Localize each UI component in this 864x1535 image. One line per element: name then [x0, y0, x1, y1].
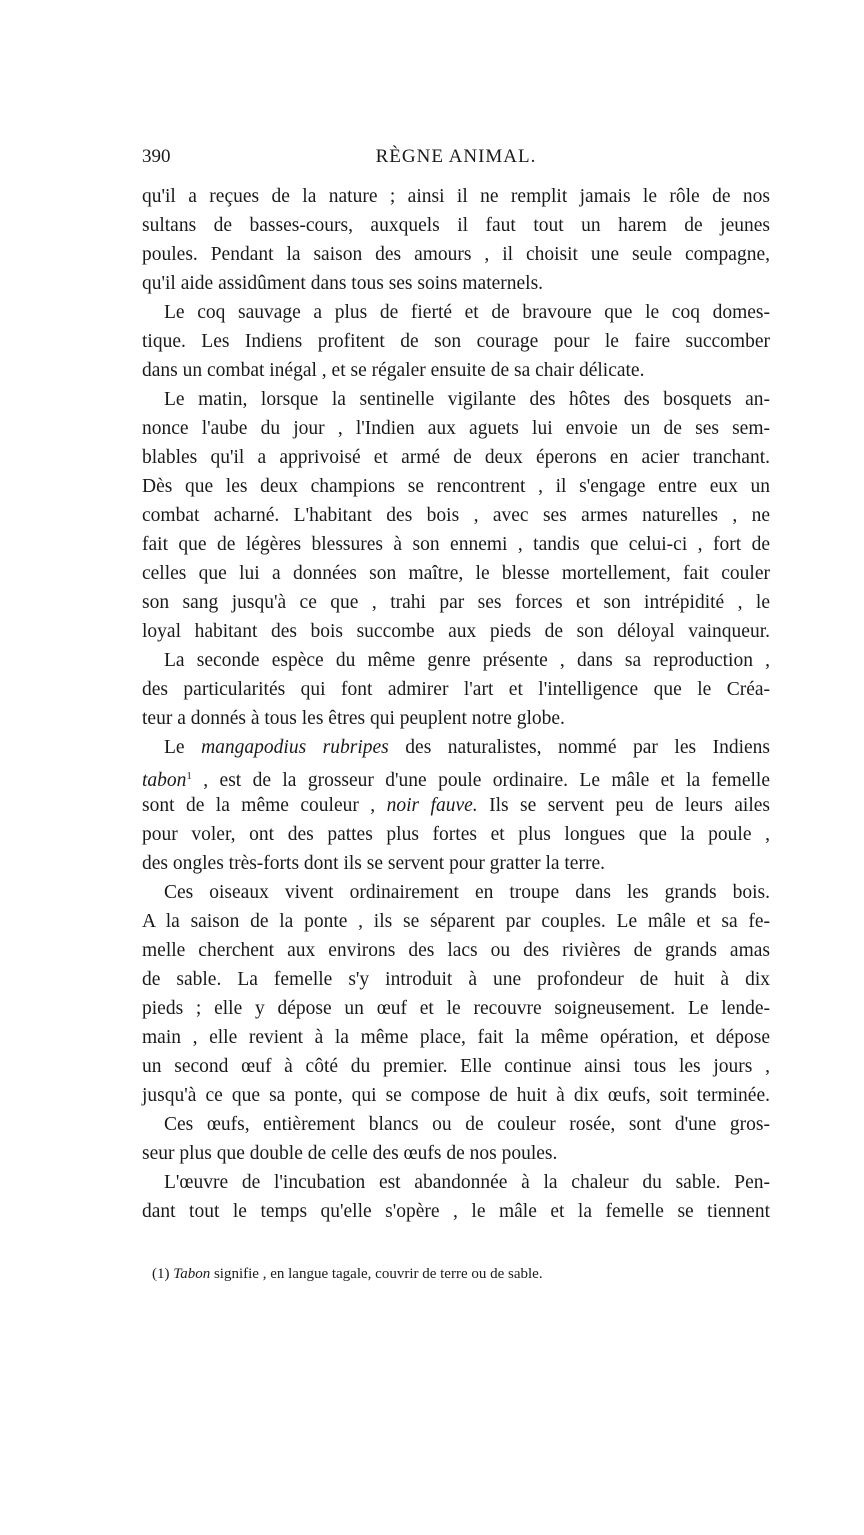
text-segment: Le: [164, 737, 202, 758]
text-line: A la saison de la ponte , ils se séparent par couples. Le mâle et sa fe-: [142, 911, 770, 932]
body-text: [142, 182, 770, 1226]
text-line: [142, 733, 770, 762]
text-line: melle cherchent aux environs des lacs ou des rivières de grands amas: [142, 940, 770, 961]
species-name: mangapodius rubripes: [201, 737, 389, 758]
color-term: noir fauve.: [386, 795, 478, 816]
text-line: son sang jusqu'à ce que , trahi par ses forces et son intrépidité , le: [142, 592, 770, 613]
footnote-text: signifie , en langue tagale, couvrir de terre ou de sable.: [210, 1266, 543, 1282]
text-line: des ongles très-forts dont ils se servent pour gratter la terre.: [142, 853, 605, 874]
footnote-number: (1): [152, 1266, 170, 1282]
text-line: Le matin, lorsque la sentinelle vigilante des hôtes des bosquets an-: [164, 389, 770, 410]
text-line: un second œuf à côté du premier. Elle continue ainsi tous les jours ,: [142, 1056, 770, 1077]
text-line: jusqu'à ce que sa ponte, qui se compose de huit à dix œufs, soit terminée.: [142, 1085, 770, 1106]
text-line: nonce l'aube du jour , l'Indien aux aguets lui envoie un de ses sem-: [142, 418, 770, 439]
text-line: main , elle revient à la même place, fait la même opération, et dépose: [142, 1027, 770, 1048]
text-line: fait que de légères blessures à son ennemi , tandis que celui-ci , fort de: [142, 534, 770, 555]
text-line: dant tout le temps qu'elle s'opère , le mâle et la femelle se tiennent: [142, 1201, 770, 1222]
footnote-marker[interactable]: 1: [186, 770, 192, 782]
text-line: teur a donnés à tous les êtres qui peuplent notre globe.: [142, 708, 565, 729]
text-line: tique. Les Indiens profitent de son courage pour le faire succomber: [142, 331, 770, 352]
text-line: combat acharné. L'habitant des bois , avec ses armes naturelles , ne: [142, 505, 770, 526]
footnote: [152, 1266, 543, 1283]
text-line: [142, 762, 770, 791]
text-line: [142, 791, 770, 820]
local-name: tabon: [142, 770, 187, 791]
text-line: blables qu'il a apprivoisé et armé de deux éperons en acier tranchant.: [142, 447, 770, 468]
text-line: Dès que les deux champions se rencontrent , il s'engage entre eux un: [142, 476, 770, 497]
text-segment: , est de la grosseur d'une poule ordinaire. Le mâle et la femelle: [191, 770, 770, 791]
text-segment: des naturalistes, nommé par les Indiens: [388, 737, 770, 758]
text-line: Le coq sauvage a plus de fierté et de bravoure que le coq domes-: [164, 302, 770, 323]
running-head: [142, 146, 770, 172]
text-line: L'œuvre de l'incubation est abandonnée à la chaleur du sable. Pen-: [164, 1172, 770, 1193]
text-line: sultans de basses-cours, auxquels il faut tout un harem de jeunes: [142, 215, 770, 236]
text-line: des particularités qui font admirer l'art et l'intelligence que le Créa-: [142, 679, 770, 700]
text-line: qu'il aide assidûment dans tous ses soins maternels.: [142, 273, 544, 294]
text-line: de sable. La femelle s'y introduit à une profondeur de huit à dix: [142, 969, 770, 990]
text-line: celles que lui a données son maître, le blesse mortellement, fait couler: [142, 563, 770, 584]
text-line: pour voler, ont des pattes plus fortes et plus longues que la poule ,: [142, 824, 770, 845]
text-line: Ces œufs, entièrement blancs ou de couleur rosée, sont d'une gros-: [164, 1114, 770, 1135]
text-line: poules. Pendant la saison des amours , il choisit une seule compagne,: [142, 244, 770, 265]
footnote-term: Tabon: [173, 1266, 211, 1282]
text-line: seur plus que double de celle des œufs de nos poules.: [142, 1143, 558, 1164]
running-title: RÈGNE ANIMAL.: [375, 146, 537, 167]
text-line: Ces oiseaux vivent ordinairement en troupe dans les grands bois.: [164, 882, 770, 903]
text-line: pieds ; elle y dépose un œuf et le recouvre soigneusement. Le lende-: [142, 998, 770, 1019]
text-segment: Ils se servent peu de leurs ailes: [477, 795, 770, 816]
text-segment: sont de la même couleur ,: [142, 795, 387, 816]
page-number: 390: [142, 146, 171, 167]
text-line: dans un combat inégal , et se régaler ensuite de sa chair délicate.: [142, 360, 645, 381]
text-line: qu'il a reçues de la nature ; ainsi il ne remplit jamais le rôle de nos: [142, 186, 770, 207]
text-line: loyal habitant des bois succombe aux pieds de son déloyal vainqueur.: [142, 621, 770, 642]
text-line: La seconde espèce du même genre présente , dans sa reproduction ,: [164, 650, 770, 671]
